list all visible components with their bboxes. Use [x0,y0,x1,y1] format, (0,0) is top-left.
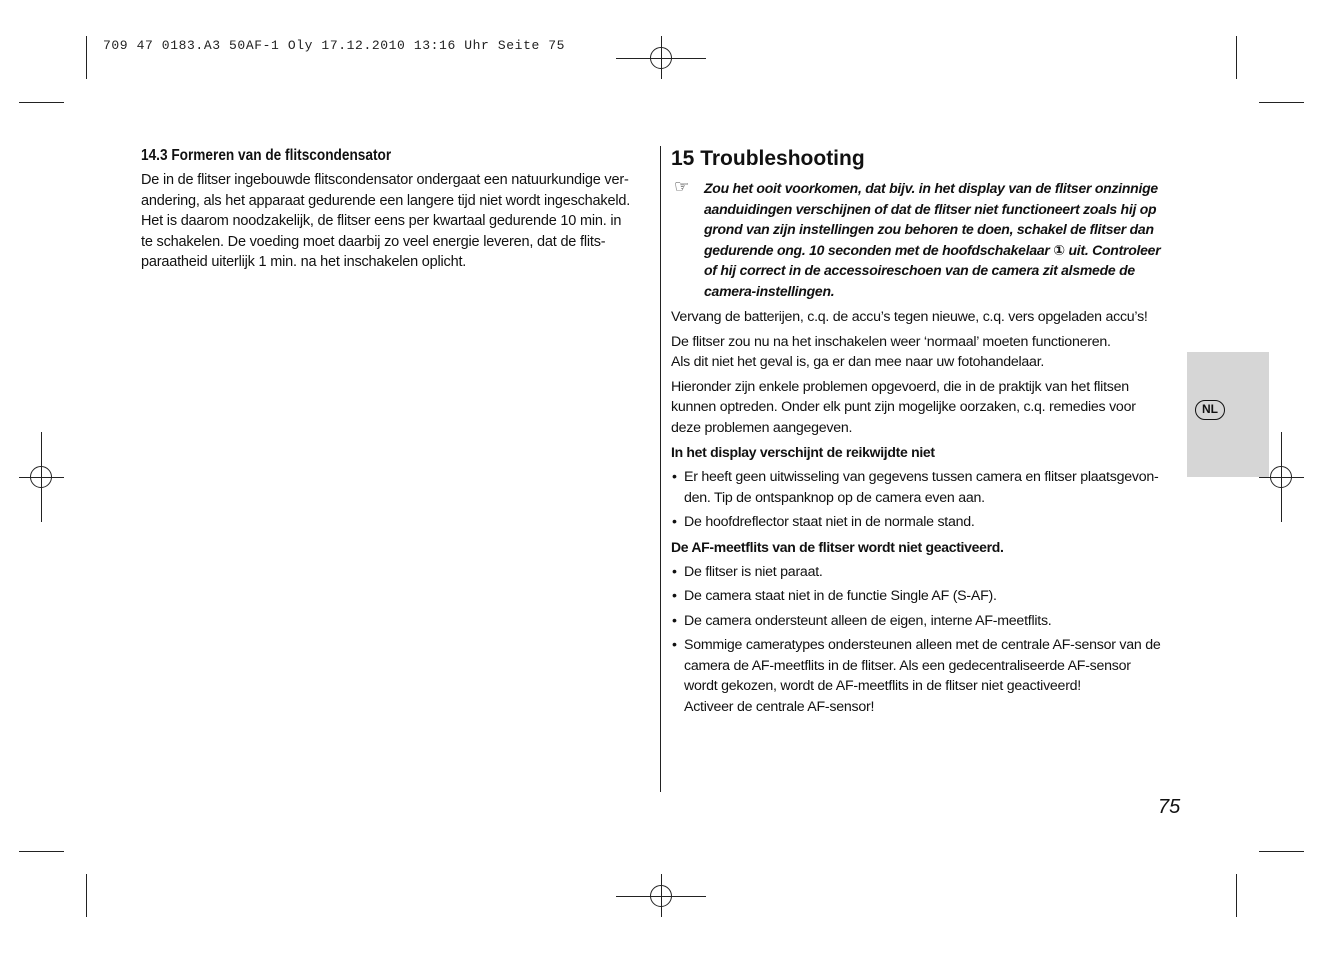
text-line: De in de flitser ingebouwde flitscondensator ondergaat een natuurkundige ver- [141,172,629,188]
list-item: • De flitser is niet paraat. [671,562,1183,583]
note-line: Zou het ooit voorkomen, dat bijv. in het display van de flitser onzinnige [704,180,1158,196]
note-line: of hij correct in de accessoireschoen van de camera zit alsmede de [704,262,1135,278]
text-line: te schakelen. De voeding moet daarbij zo veel energie leveren, dat de flits- [141,233,606,250]
note-line: aanduidingen verschijnen of dat de flitser niet functioneert zoals hij op [704,200,1157,217]
section-title: 15 Troubleshooting [671,147,865,170]
print-slug: 709 47 0183.A3 50AF-1 Oly 17.12.2010 13:16 Uhr Seite 75 [103,38,566,53]
note-line: gedurende ong. 10 seconden met de hoofdschakelaar ① uit. Controleer [704,241,1161,258]
problem-list-af [671,562,1183,718]
list-item: • Sommige cameratypes ondersteunen alleen met de centrale AF-sensor van de camera de AF-meetflits in de flitser. Als een gedecentraliseerde AF-sensor wordt gekozen, wordt de AF-meetflits in de flitser niet geactiveerd! Activeer de centrale AF-sensor! [671,635,1183,717]
crop-mark [86,874,87,917]
crop-mark [86,36,87,79]
paragraph-intro-problems [671,377,1183,439]
page-number: 75 [1158,796,1181,818]
crop-mark [1236,36,1237,79]
crop-mark [1259,851,1304,852]
crop-mark [1236,874,1237,917]
text-line: Het is daarom noodzakelijk, de flitser eens per kwartaal gedurende 10 min. in [141,213,622,229]
section-15-troubleshooting [671,146,1183,721]
text-line: De flitser zou nu na het inschakelen weer ‘normaal’ moeten functioneren. [671,333,1111,350]
list-item: • De camera staat niet in de functie Single AF (S-AF). [671,586,1183,607]
text-line: deze problemen aangegeven. [671,419,853,436]
list-item: • De hoofdreflector staat niet in de normale stand. [671,512,1183,533]
note-line: camera-instellingen. [704,282,835,299]
important-note [671,178,1183,301]
section-body [141,170,651,273]
problem-heading-range: In het display verschijnt de reikwijdte niet [671,444,935,460]
pointing-hand-icon: ☞ [674,177,689,196]
section-14-3 [141,146,651,273]
problem-list-range [671,467,1183,533]
text-line: kunnen optreden. Onder elk punt zijn mogelijke oorzaken, c.q. remedies voor [671,399,1136,415]
text-line: Hieronder zijn enkele problemen opgevoerd, die in de praktijk van het flitsen [671,378,1129,395]
crop-mark [19,851,64,852]
text-line: andering, als het apparaat gedurende een langere tijd niet wordt ingeschakeld. [141,192,631,209]
crop-mark [1259,102,1304,103]
paragraph-normal-function [671,332,1183,373]
language-badge: NL [1195,400,1225,420]
section-title: 14.3 Formeren van de flitscondensator [141,147,392,164]
list-item: • De camera ondersteunt alleen de eigen, interne AF-meetflits. [671,611,1183,632]
list-item: • Er heeft geen uitwisseling van gegevens tussen camera en flitser plaatsgevon- den. Tip de ontspanknop op de camera even aan. [671,467,1183,508]
language-tab [1187,352,1269,477]
problem-heading-af: De AF-meetflits van de flitser wordt niet geactiveerd. [671,538,1004,555]
crop-mark [19,102,64,103]
text-line: paraatheid uiterlijk 1 min. na het inschakelen oplicht. [141,254,467,270]
text-line: Als dit niet het geval is, ga er dan mee naar uw fotohandelaar. [671,354,1045,370]
paragraph-batteries: Vervang de batterijen, c.q. de accu’s tegen nieuwe, c.q. vers opgeladen accu’s! [671,309,1148,325]
column-divider [660,146,661,792]
note-line: grond van zijn instellingen zou behoren te doen, schakel de flitser dan [704,221,1154,237]
